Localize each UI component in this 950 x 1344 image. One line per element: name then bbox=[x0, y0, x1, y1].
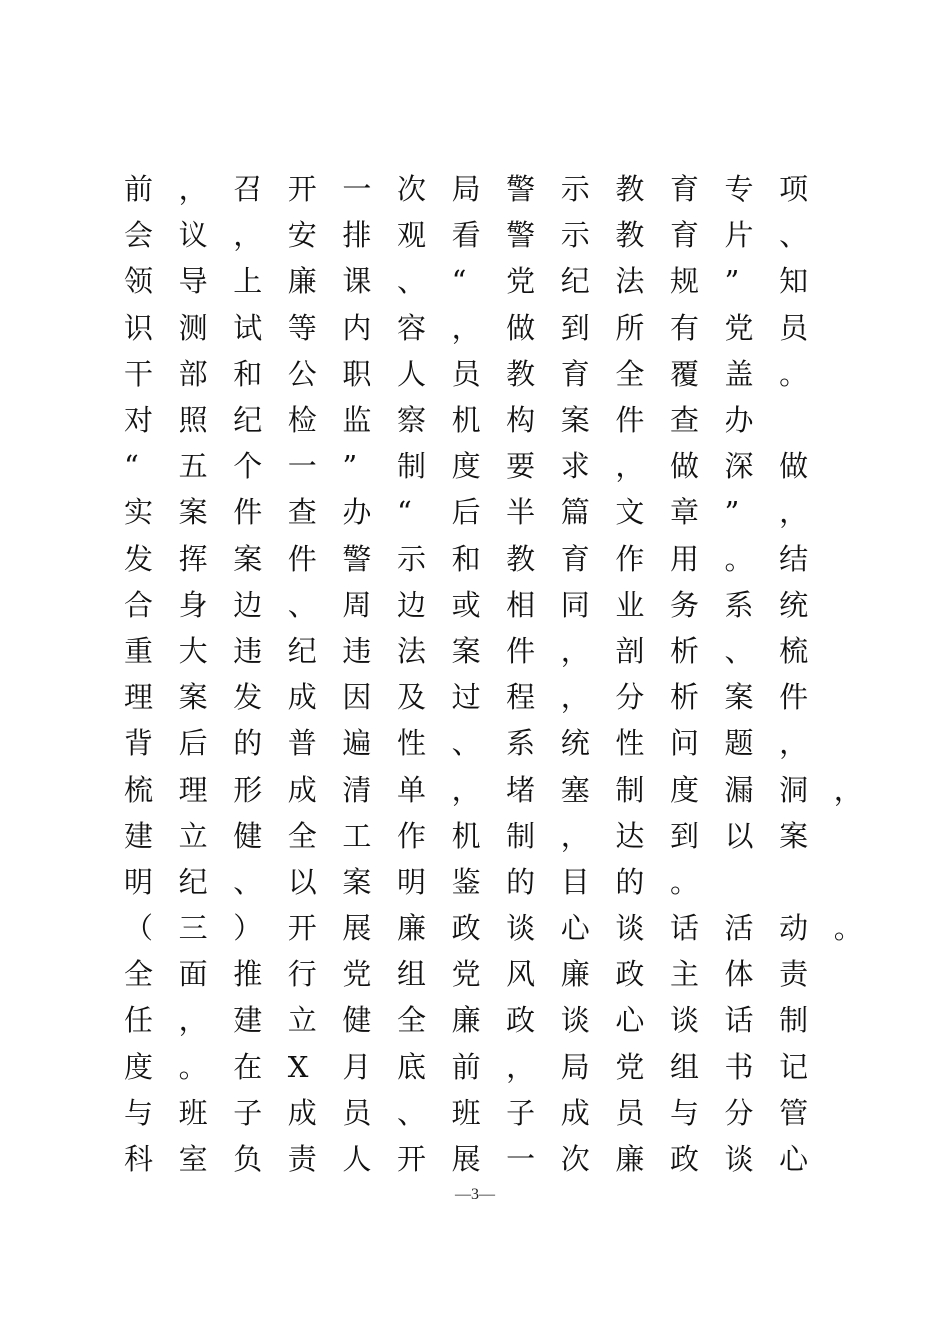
text-line: 对 照 纪 检 监 察 机 构 案 件 查 办 bbox=[124, 403, 754, 438]
section-heading: （ 三 ） 开 展 廉 政 谈 心 谈 话 活 动 。 bbox=[124, 911, 863, 946]
text-line: 发 挥 案 件 警 示 和 教 育 作 用 。 结 bbox=[124, 541, 809, 576]
text-line: 任 ， 建 立 健 全 廉 政 谈 心 谈 话 制 bbox=[124, 1003, 809, 1038]
body-text bbox=[124, 166, 864, 1182]
text-line: 识 测 试 等 内 容 ， 做 到 所 有 党 员 bbox=[124, 310, 809, 345]
text-line: 合 身 边 、 周 边 或 相 同 业 务 系 统 bbox=[124, 587, 809, 622]
text-line: 明 纪 、 以 案 明 鉴 的 目 的 。 bbox=[124, 864, 699, 899]
text-line: 干 部 和 公 职 人 员 教 育 全 覆 盖 。 bbox=[124, 356, 809, 391]
text-line: 实 案 件 查 办 “ 后 半 篇 文 章 ” ， bbox=[124, 495, 809, 530]
text-line: 会 议 ， 安 排 观 看 警 示 教 育 片 、 bbox=[124, 218, 809, 253]
text-line: “ 五 个 一 ” 制 度 要 求 ， 做 深 做 bbox=[124, 449, 809, 484]
text-line: 理 案 发 成 因 及 过 程 ， 分 析 案 件 bbox=[124, 680, 809, 715]
text-line: 背 后 的 普 遍 性 、 系 统 性 问 题 ， bbox=[124, 726, 809, 761]
text-line: 全 面 推 行 党 组 党 风 廉 政 主 体 责 bbox=[124, 957, 809, 992]
text-line: 与 班 子 成 员 、 班 子 成 员 与 分 管 bbox=[124, 1095, 809, 1130]
text-line: 建 立 健 全 工 作 机 制 ， 达 到 以 案 bbox=[124, 818, 809, 853]
text-line: 度 。 在 X 月 底 前 ， 局 党 组 书 记 bbox=[124, 1049, 809, 1084]
text-line: 科 室 负 责 人 开 展 一 次 廉 政 谈 心 bbox=[124, 1142, 809, 1177]
text-line: 前 ， 召 开 一 次 局 警 示 教 育 专 项 bbox=[124, 172, 809, 207]
text-line: 梳 理 形 成 清 单 ， 堵 塞 制 度 漏 洞 ， bbox=[124, 772, 863, 807]
text-line: 重 大 违 纪 违 法 案 件 ， 剖 析 、 梳 bbox=[124, 633, 809, 668]
page-number: —3— bbox=[455, 1186, 495, 1203]
text-line: 领 导 上 廉 课 、 “ 党 纪 法 规 ” 知 bbox=[124, 264, 809, 299]
